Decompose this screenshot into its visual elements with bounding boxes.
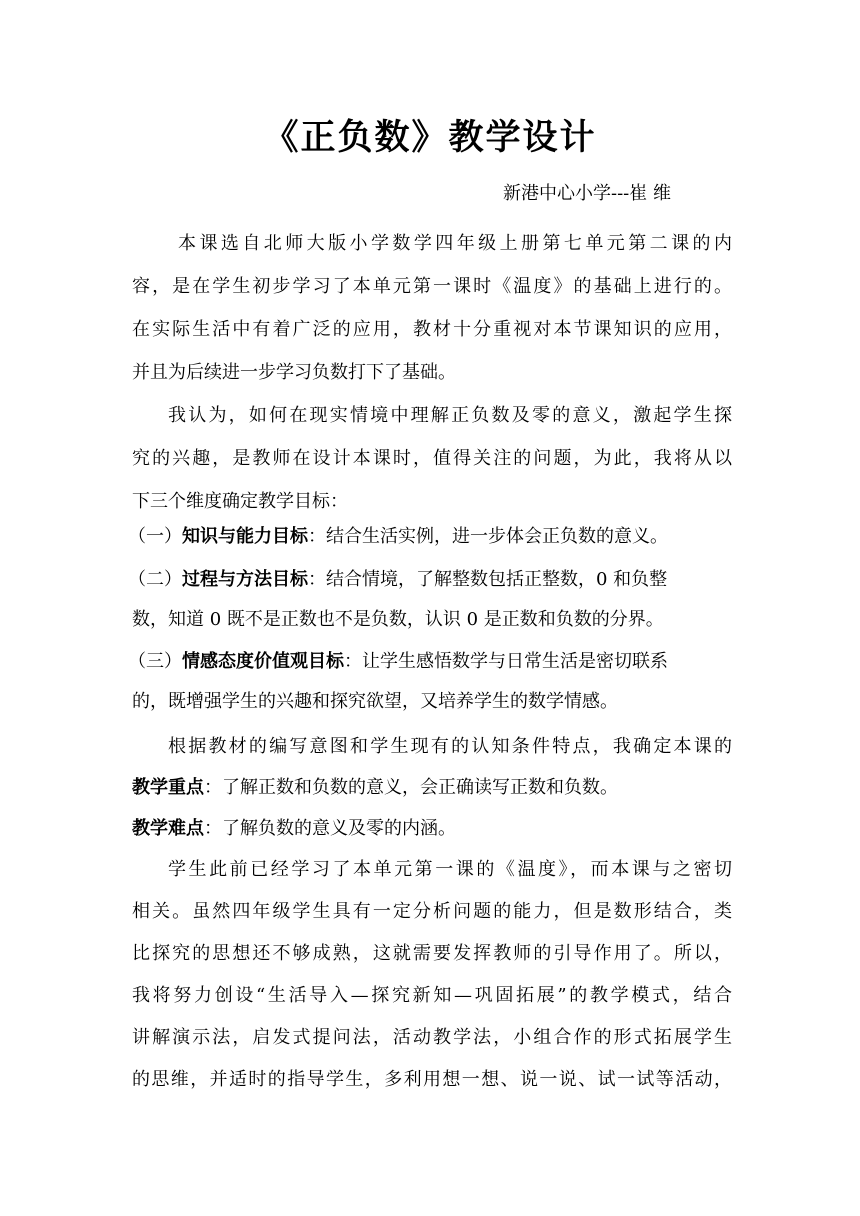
paragraph-line: 下三个维度确定教学目标： <box>132 491 348 512</box>
goal-process-line <box>128 566 736 594</box>
key-point-text: ：了解正数和负数的意义，会正确读写正数和负数。 <box>204 777 618 798</box>
goal-emotion-line <box>128 648 736 676</box>
goal-label: 知识与能力目标 <box>182 526 308 547</box>
goal-prefix: （三） <box>128 651 182 672</box>
paragraph-line: 本课选自北师大版小学数学四年级上册第七单元第二课的内 <box>178 233 732 254</box>
document-author: 新港中心小学---崔 维 <box>503 183 671 204</box>
paragraph-line: 的思维，并适时的指导学生，多利用想一想、说一说、试一试等活动， <box>132 1069 732 1090</box>
paragraph-line: 容，是在学生初步学习了本单元第一课时《温度》的基础上进行的。 <box>132 276 732 297</box>
paragraph-line: 究的兴趣，是教师在设计本课时，值得关注的问题，为此，我将从以 <box>132 448 732 469</box>
paragraph-line: 我将努力创设“生活导入—探究新知—巩固拓展”的教学模式，结合 <box>132 985 732 1006</box>
paragraph-line: 相关。虽然四年级学生具有一定分析问题的能力，但是数形结合，类 <box>132 901 732 922</box>
goal-text: ：让学生感悟数学与日常生活是密切联系 <box>344 651 668 672</box>
difficult-point-line <box>132 815 732 843</box>
paragraph-line: 讲解演示法，启发式提问法，活动教学法，小组合作的形式拓展学生 <box>132 1027 732 1048</box>
paragraph-line: 的，既增强学生的兴趣和探究欲望，又培养学生的数学情感。 <box>132 691 618 712</box>
paragraph-line: 数，知道 0 既不是正数也不是负数，认识 0 是正数和负数的分界。 <box>132 609 664 630</box>
difficult-point-text: ：了解负数的意义及零的内涵。 <box>204 818 456 839</box>
paragraph-line: 学生此前已经学习了本单元第一课的《温度》，而本课与之密切 <box>168 859 732 880</box>
difficult-point-label: 教学难点 <box>132 818 204 839</box>
goal-label: 过程与方法目标 <box>182 569 308 590</box>
goal-label: 情感态度价值观目标 <box>182 651 344 672</box>
goal-text: ：结合情境，了解整数包括正整数，0 和负整 <box>308 569 668 590</box>
goal-text: ：结合生活实例，进一步体会正负数的意义。 <box>308 526 668 547</box>
paragraph-line: 在实际生活中有着广泛的应用，教材十分重视对本节课知识的应用， <box>132 319 732 340</box>
key-point-label: 教学重点 <box>132 777 204 798</box>
goal-knowledge-line <box>128 523 736 551</box>
goal-prefix: （二） <box>128 569 182 590</box>
document-title: 《正负数》教学设计 <box>263 117 597 158</box>
paragraph-line: 比探究的思想还不够成熟，这就需要发挥教师的引导作用了。所以， <box>132 943 732 964</box>
paragraph-line: 我认为，如何在现实情境中理解正负数及零的意义，激起学生探 <box>168 405 732 426</box>
paragraph-line: 并且为后续进一步学习负数打下了基础。 <box>132 362 456 383</box>
goal-prefix: （一） <box>128 526 182 547</box>
key-point-line <box>132 774 732 802</box>
paragraph-line: 根据教材的编写意图和学生现有的认知条件特点，我确定本课的 <box>168 736 732 757</box>
